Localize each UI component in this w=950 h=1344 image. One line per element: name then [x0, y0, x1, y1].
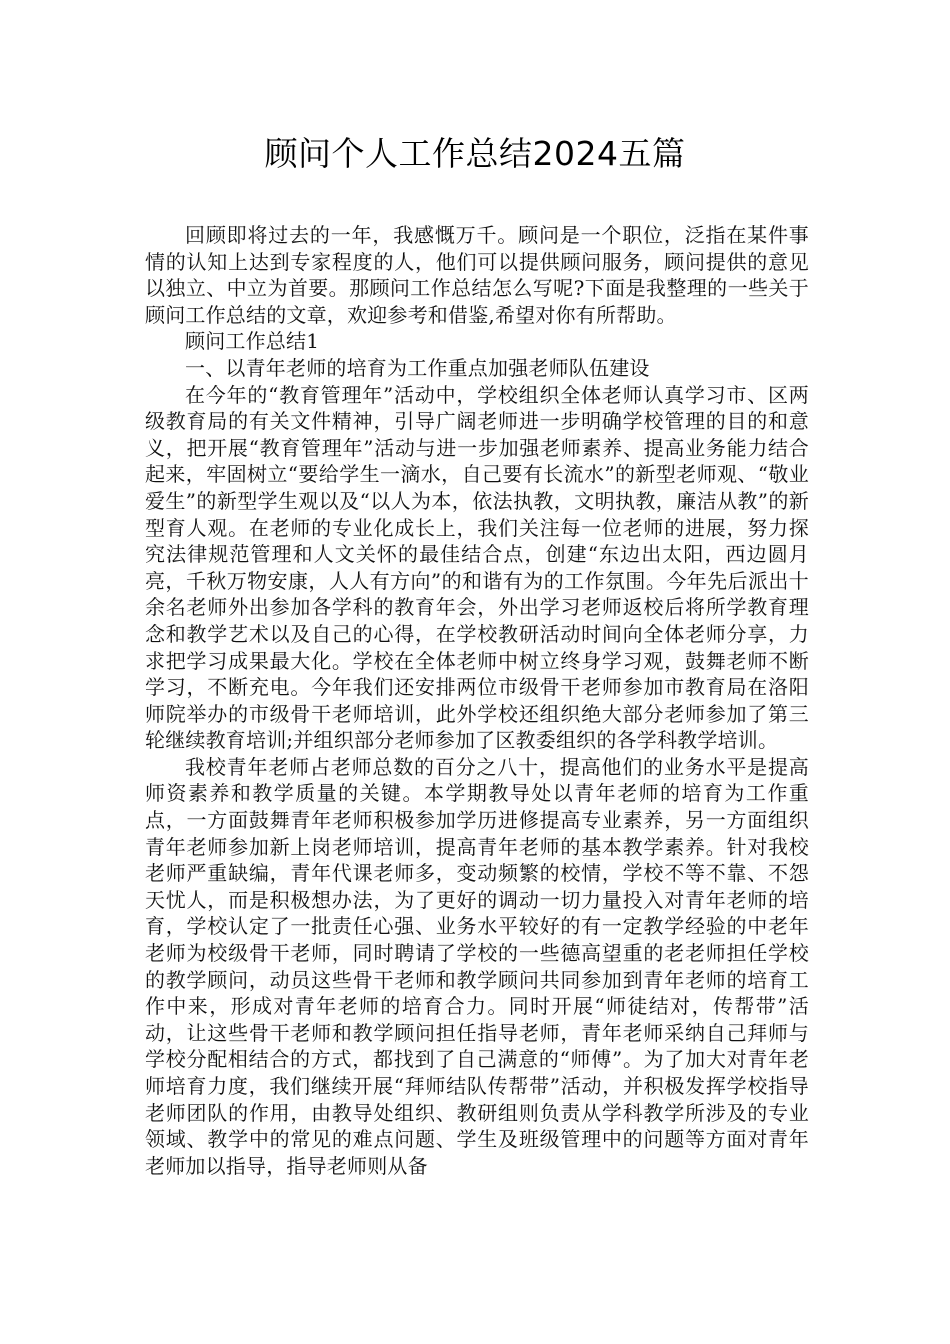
document-body [145, 222, 809, 1179]
intro-paragraph: 回顾即将过去的一年，我感慨万千。顾问是一个职位，泛指在某件事情的认知上达到专家程度的人，他们可以提供顾问服务，顾问提供的意见以独立、中立为首要。那顾问工作总结怎么写呢?下面是我整理的一些关于顾问工作总结的文章，欢迎参考和借鉴,希望对你有所帮助。 [145, 223, 809, 327]
page-title: 顾问个人工作总结2024五篇 [264, 134, 686, 173]
subsection-heading: 一、以青年老师的培育为工作重点加强老师队伍建设 [185, 355, 650, 380]
body-paragraph: 我校青年老师占老师总数的百分之八十，提高他们的业务水平是提高师资素养和教学质量的关键。本学期教导处以青年老师的培育为工作重点，一方面鼓舞青年老师积极参加学历进修提高专业素养，另一方面组织青年老师参加新上岗老师培训，提高青年老师的基本教学素养。针对我校老师严重缺编，青年代课老师多，变动频繁的校情，学校不等不靠、不怨天忧人，而是积极想办法，为了更好的调动一切力量投入对青年老师的培育，学校认定了一批责任心强、业务水平较好的有一定教学经验的中老年老师为校级骨干老师，同时聘请了学校的一些德高望重的老老师担任学校的教学顾问，动员这些骨干老师和教学顾问共同参加到青年老师的培育工作中来，形成对青年老师的培育合力。同时开展“师徒结对，传帮带”活动，让这些骨干老师和教学顾问担任指导老师，青年老师采纳自己拜师与学校分配相结合的方式，都找到了自己满意的“师傅”。为了加大对青年老师培育力度，我们继续开展“拜师结队传帮带”活动，并积极发挥学校指导老师团队的作用，由教导处组织、教研组则负责从学科教学所涉及的专业领域、教学中的常见的难点问题、学生及班级管理中的问题等方面对青年老师加以指导，指导老师则从备 [145, 754, 809, 1178]
body-paragraph: 在今年的“教育管理年”活动中，学校组织全体老师认真学习市、区两级教育局的有关文件精神，引导广阔老师进一步明确学校管理的目的和意义，把开展“教育管理年”活动与进一步加强老师素养、提高业务能力结合起来，牢固树立“要给学生一滴水，自己要有长流水”的新型老师观、“敬业爱生”的新型学生观以及“以人为本，依法执教，文明执教，廉洁从教”的新型育人观。在老师的专业化成长上，我们关注每一位老师的进展，努力探究法律规范管理和人文关怀的最佳结合点，创建“东边出太阳，西边圆月亮，千秋万物安康，人人有方向”的和谐有为的工作氛围。今年先后派出十余名老师外出参加各学科的教育年会，外出学习老师返校后将所学教育理念和教学艺术以及自己的心得，在学校教研活动时间向全体老师分享，力求把学习成果最大化。学校在全体老师中树立终身学习观，鼓舞老师不断学习，不断充电。今年我们还安排两位市级骨干老师参加市教育局在洛阳师院举办的市级骨干老师培训，此外学校还组织绝大部分老师参加了第三轮继续教育培训;并组织部分老师参加了区教委组织的各学科教学培训。 [145, 382, 809, 753]
section-heading: 顾问工作总结1 [185, 329, 320, 354]
